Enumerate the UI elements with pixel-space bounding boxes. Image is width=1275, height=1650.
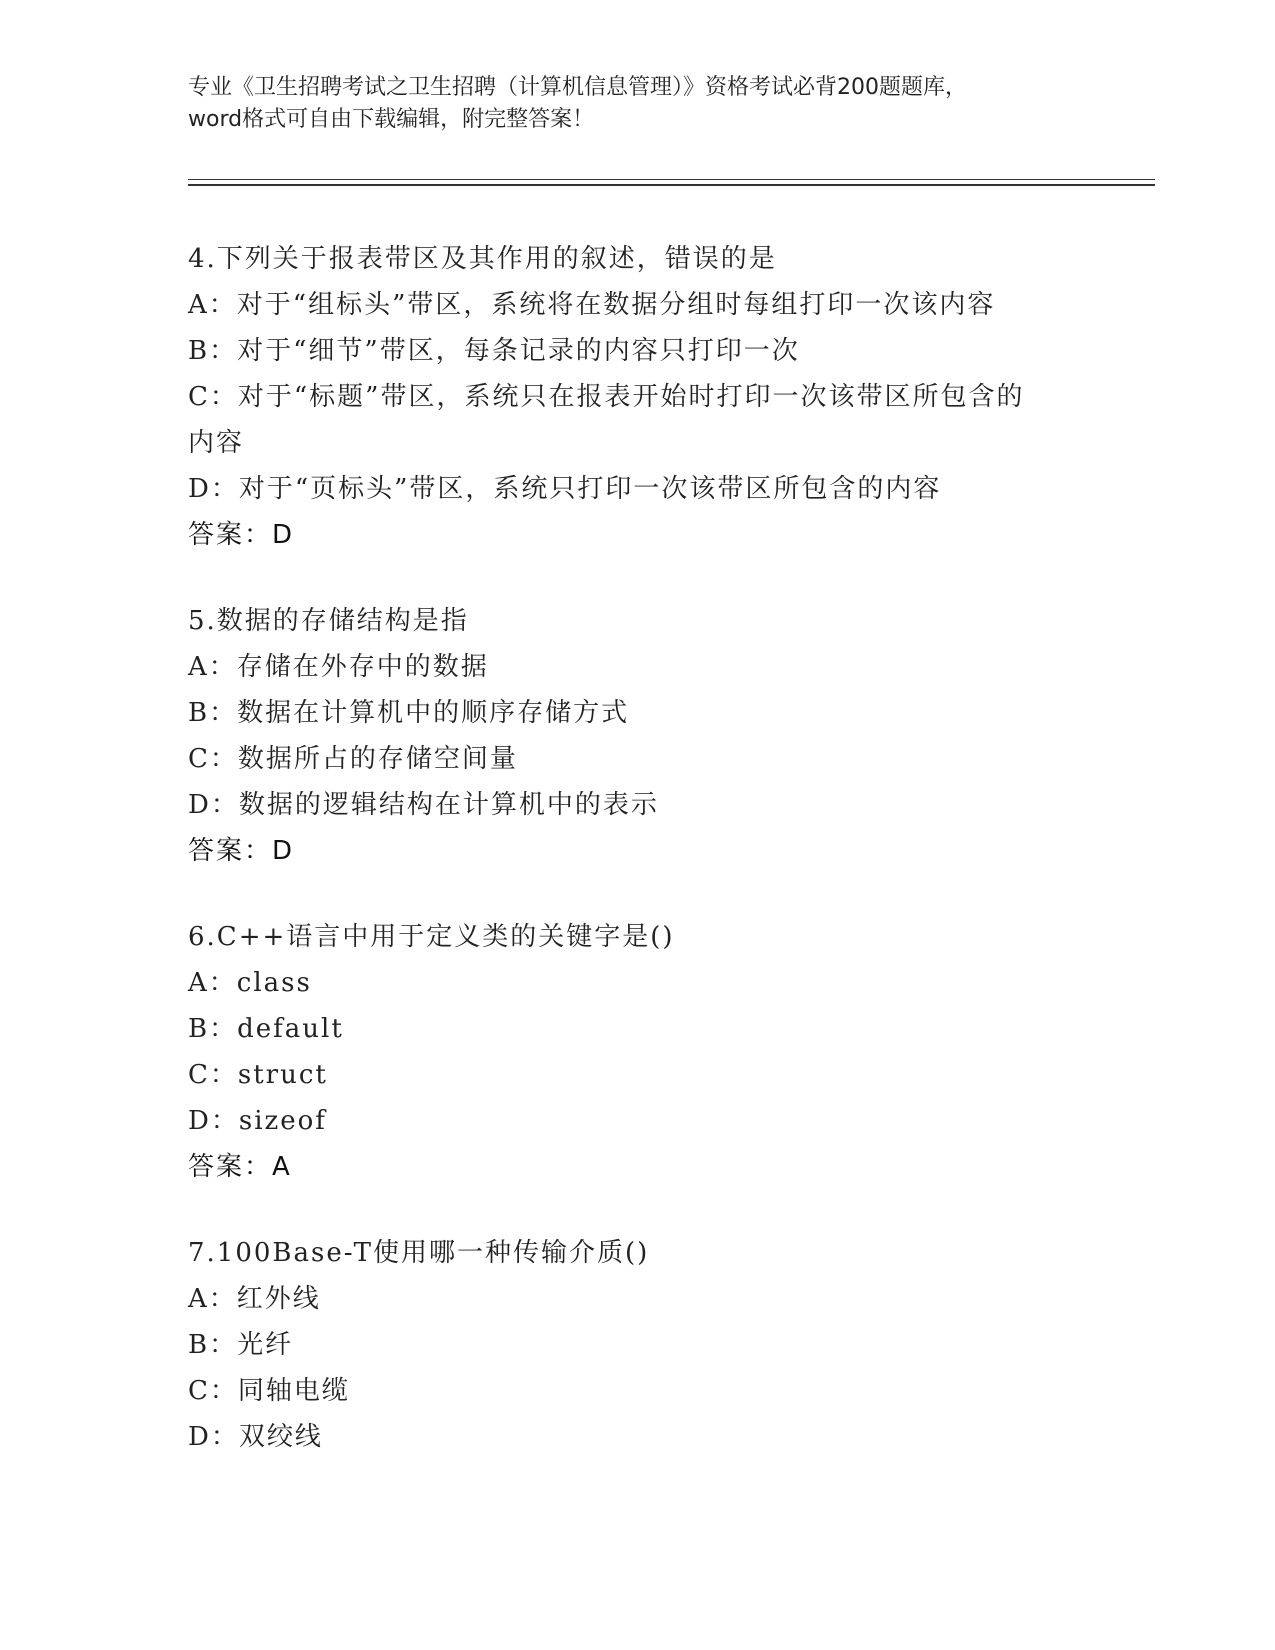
answer-line: 答案：D — [188, 520, 295, 550]
question-4 — [188, 236, 1088, 558]
option-d: D：sizeof — [188, 1106, 327, 1136]
option-c: C：struct — [188, 1060, 328, 1090]
question-list — [188, 236, 1088, 1500]
option-a: A：对于“组标头”带区，系统将在数据分组时每组打印一次该内容 — [188, 290, 996, 320]
question-6 — [188, 914, 1088, 1190]
option-b: B：光纤 — [188, 1330, 294, 1360]
option-c-continuation: 内容 — [188, 428, 245, 458]
question-stem: 7.100Base-T使用哪一种传输介质() — [188, 1238, 650, 1268]
question-7 — [188, 1230, 1088, 1460]
header-line-1: 专业《卫生招聘考试之卫生招聘（计算机信息管理）》资格考试必背200题题库， — [188, 75, 967, 100]
option-a: A：存储在外存中的数据 — [188, 652, 489, 682]
question-5 — [188, 598, 1088, 874]
answer-line: 答案：D — [188, 836, 295, 866]
option-d: D：双绞线 — [188, 1422, 323, 1452]
option-b: B：default — [188, 1014, 344, 1044]
question-stem: 4.下列关于报表带区及其作用的叙述，错误的是 — [188, 244, 777, 274]
question-stem: 5.数据的存储结构是指 — [188, 606, 469, 636]
option-c: C：对于“标题”带区，系统只在报表开始时打印一次该带区所包含的 — [188, 382, 1025, 412]
option-b: B：数据在计算机中的顺序存储方式 — [188, 698, 630, 728]
option-d: D：数据的逻辑结构在计算机中的表示 — [188, 790, 659, 820]
header-line-2: word格式可自由下载编辑，附完整答案！ — [188, 107, 595, 132]
header-divider-bottom — [188, 184, 1155, 186]
option-a: A：红外线 — [188, 1284, 321, 1314]
document-header — [188, 72, 1088, 136]
question-stem: 6.C++语言中用于定义类的关键字是() — [188, 922, 675, 952]
option-d: D：对于“页标头”带区，系统只打印一次该带区所包含的内容 — [188, 474, 942, 504]
option-b: B：对于“细节”带区，每条记录的内容只打印一次 — [188, 336, 800, 366]
header-divider-top — [188, 179, 1155, 180]
option-c: C：数据所占的存储空间量 — [188, 744, 518, 774]
answer-line: 答案：A — [188, 1152, 292, 1182]
option-a: A：class — [188, 968, 312, 998]
option-c: C：同轴电缆 — [188, 1376, 350, 1406]
